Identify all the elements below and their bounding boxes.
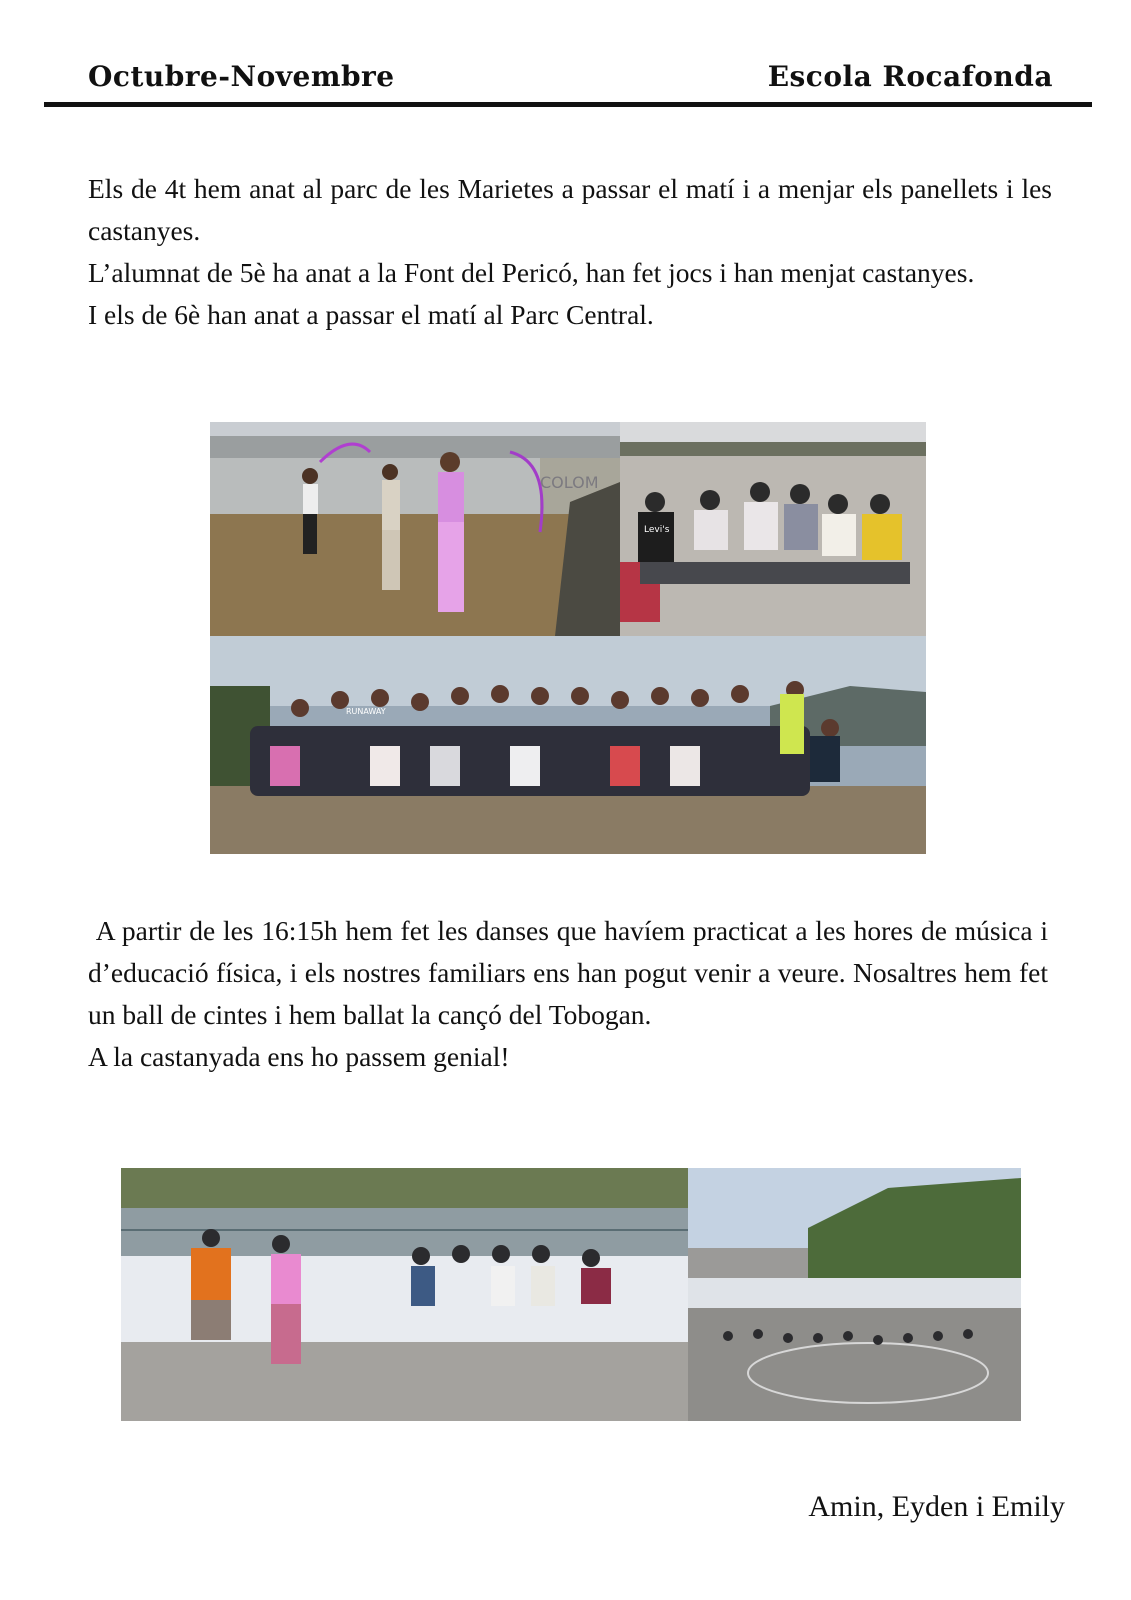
authors-signature: Amin, Eyden i Emily — [808, 1490, 1065, 1523]
photo-group-on-hill — [210, 636, 926, 854]
header-period: Octubre-Novembre — [88, 60, 395, 93]
photo-kids-sitting-plaza — [620, 422, 926, 636]
group-shirt-text: RUNAWAY — [346, 707, 386, 716]
header-divider — [44, 102, 1092, 107]
photo-ribbon-dance-park — [210, 422, 620, 636]
header-school-name: Escola Rocafonda — [767, 60, 1053, 93]
shirt-brand-text: Levi's — [644, 525, 670, 535]
intro-line-5e: L’alumnat de 5è ha anat a la Font del Pericó, han fet jocs i han menjat castanyes. — [88, 257, 975, 288]
intro-paragraph — [88, 168, 1052, 336]
intro-line-4t: Els de 4t hem anat al parc de les Marietes a passar el matí i a menjar els panellets i les castanyes. — [88, 173, 1052, 246]
wall-graffiti-text: COLOM — [540, 473, 599, 492]
photo-dance-performance — [121, 1168, 688, 1421]
photo-circle-dance-court — [688, 1168, 1021, 1421]
dances-paragraph — [88, 910, 1055, 1078]
dances-line-closing: A la castanyada ens ho passem genial! — [88, 1041, 510, 1072]
intro-line-6e: I els de 6è han anat a passar el matí al Parc Central. — [88, 299, 654, 330]
dances-line-main: A partir de les 16:15h hem fet les danses que havíem practicat a les hores de música i d’educació física, i els nostres familiars ens han pogut venir a veure. Nosaltres hem fet un ball de cintes i hem ballat la cançó del Tobogan. — [88, 915, 1055, 1030]
